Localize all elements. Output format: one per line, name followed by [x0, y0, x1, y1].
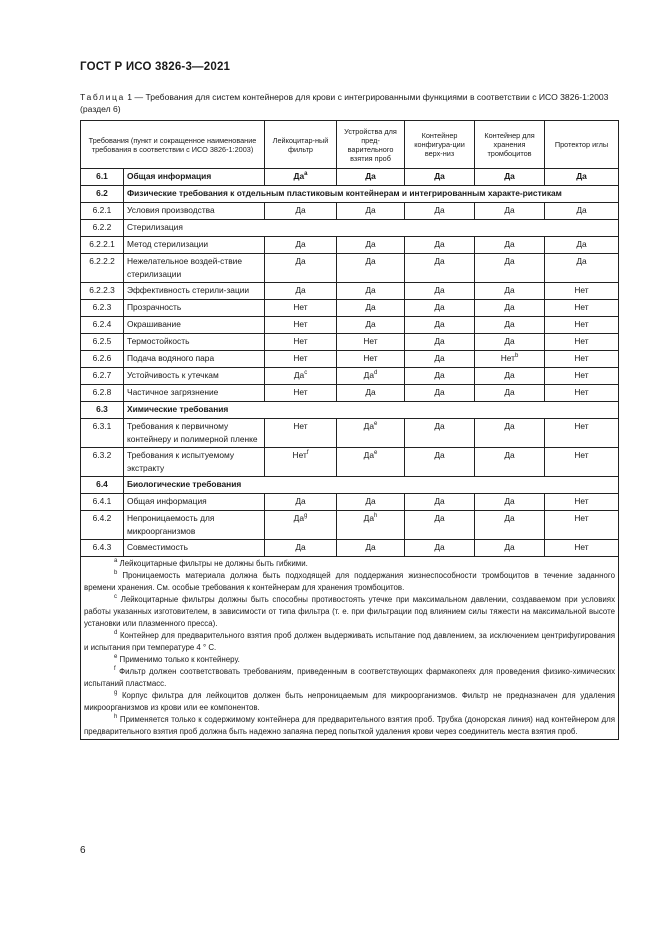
row-number: 6.1: [81, 169, 124, 186]
cell-value: Да: [434, 302, 445, 312]
footnote-mark: e: [374, 450, 378, 456]
cell-value: Да: [504, 336, 515, 346]
value-cell: [545, 385, 619, 402]
value-cell: [545, 317, 619, 334]
cell-value: Да: [365, 239, 376, 249]
value-cell: [337, 494, 405, 511]
footnote-mark: d: [114, 630, 118, 636]
cell-value: Да: [576, 171, 587, 181]
value-cell: [475, 351, 545, 368]
page-number: 6: [80, 845, 86, 856]
row-number: 6.3.1: [81, 419, 124, 448]
row-name: Нежелательное воздей-ствие стерилизации: [124, 254, 265, 283]
footnote-mark: h: [374, 513, 378, 519]
cell-value: Да: [363, 421, 375, 431]
value-cell: [265, 385, 337, 402]
table-row: [81, 419, 619, 448]
row-number: 6.2.2: [81, 220, 124, 237]
value-cell: [265, 334, 337, 351]
row-number: 6.4: [81, 477, 124, 494]
cell-value: Да: [576, 256, 587, 266]
cell-value: Да: [504, 370, 515, 380]
value-cell: [475, 169, 545, 186]
footnote-mark: b: [514, 353, 519, 359]
col-header-presampling-device: Устройства для пред-варительного взятия проб: [337, 121, 405, 169]
cell-value: Да: [363, 450, 375, 460]
table-row: [81, 334, 619, 351]
row-name: Общая информация: [124, 494, 265, 511]
value-cell: [405, 283, 475, 300]
footnote-mark: e: [114, 654, 118, 660]
footnote-text: Корпус фильтра для лейкоцитов должен быть непроницаемым для микроорганизмов. Фильтр не предназначен для удаления микроорганизмов из крови или ее компонентов.: [84, 691, 616, 712]
row-name: Термостойкость: [124, 334, 265, 351]
value-cell: [265, 203, 337, 220]
footnote-mark: f: [114, 666, 116, 672]
col-header-top-bottom-container: Контейнер конфигура-ции верх-низ: [405, 121, 475, 169]
cell-value: Нет: [574, 421, 589, 431]
table-row: [81, 385, 619, 402]
cell-value: Нет: [293, 421, 308, 431]
value-cell: [265, 283, 337, 300]
value-cell: [545, 169, 619, 186]
cell-value: Да: [365, 387, 376, 397]
footnote: [84, 594, 615, 630]
value-cell: [405, 368, 475, 385]
section-row: [81, 477, 619, 494]
footnote: [84, 570, 615, 594]
footnote-text: Применяется только к содержимому контейнера для предварительного взятия проб. Трубка (донорская линия) над контейнером для предварительного взятия проб должна быть надежно запаяна перед попыткой удаления крови через соединитель места взятия проб.: [84, 715, 616, 736]
cell-value: Да: [504, 542, 515, 552]
footnote-mark: g: [304, 513, 308, 519]
value-cell: [265, 300, 337, 317]
value-cell: [337, 351, 405, 368]
cell-value: Нет: [293, 302, 308, 312]
value-cell: [475, 511, 545, 540]
cell-value: Да: [504, 387, 515, 397]
section-row: [81, 402, 619, 419]
value-cell: [265, 511, 337, 540]
row-number: 6.3.2: [81, 448, 124, 477]
cell-value: Нет: [574, 370, 589, 380]
footnote: [84, 714, 615, 738]
cell-value: Да: [295, 285, 306, 295]
row-number: 6.2.8: [81, 385, 124, 402]
footnote: [84, 654, 615, 666]
cell-value: Да: [504, 205, 515, 215]
value-cell: [475, 540, 545, 557]
value-cell: [475, 300, 545, 317]
row-name: Прозрачность: [124, 300, 265, 317]
cell-value: Да: [504, 421, 515, 431]
value-cell: [545, 300, 619, 317]
cell-value: Да: [293, 370, 305, 380]
row-number: 6.2.6: [81, 351, 124, 368]
value-cell: [265, 419, 337, 448]
value-cell: [337, 254, 405, 283]
value-cell: [337, 203, 405, 220]
cell-value: Нет: [574, 496, 589, 506]
row-number: 6.2: [81, 186, 124, 203]
value-cell: [545, 419, 619, 448]
cell-value: Да: [365, 496, 376, 506]
cell-value: Нет: [293, 353, 308, 363]
value-cell: [405, 237, 475, 254]
cell-value: Да: [504, 450, 515, 460]
row-name: Стерилизация: [124, 220, 619, 237]
cell-value: Да: [434, 542, 445, 552]
section-row: [81, 186, 619, 203]
cell-value: Да: [295, 239, 306, 249]
value-cell: [265, 494, 337, 511]
cell-value: Нет: [574, 353, 589, 363]
cell-value: Нет: [293, 387, 308, 397]
value-cell: [475, 317, 545, 334]
cell-value: Да: [295, 496, 306, 506]
cell-value: Да: [576, 205, 587, 215]
value-cell: [545, 254, 619, 283]
footnote-text: Применимо только к контейнеру.: [117, 655, 240, 664]
cell-value: Да: [434, 336, 445, 346]
value-cell: [405, 448, 475, 477]
cell-value: Нет: [292, 450, 307, 460]
value-cell: [337, 237, 405, 254]
cell-value: Нет: [500, 353, 515, 363]
value-cell: [405, 317, 475, 334]
cell-value: Да: [365, 302, 376, 312]
footnote-mark: c: [304, 370, 308, 376]
row-number: 6.2.5: [81, 334, 124, 351]
table-body: [81, 169, 619, 740]
row-name: Подача водяного пара: [124, 351, 265, 368]
cell-value: Да: [504, 239, 515, 249]
cell-value: Нет: [574, 513, 589, 523]
footnote: [84, 630, 615, 654]
cell-value: Да: [365, 319, 376, 329]
footnote: [84, 558, 615, 570]
row-number: 6.3: [81, 402, 124, 419]
cell-value: Да: [365, 542, 376, 552]
value-cell: [265, 169, 337, 186]
footnote-mark: b: [114, 570, 118, 576]
cell-value: Да: [365, 205, 376, 215]
section-title: Химические требования: [124, 402, 619, 419]
value-cell: [405, 254, 475, 283]
table-row: [81, 540, 619, 557]
value-cell: [475, 334, 545, 351]
cell-value: Да: [504, 285, 515, 295]
table-row: [81, 254, 619, 283]
section-title: Биологические требования: [124, 477, 619, 494]
value-cell: [337, 300, 405, 317]
table-row: [81, 169, 619, 186]
row-name: Общая информация: [124, 169, 265, 186]
row-number: 6.2.1: [81, 203, 124, 220]
value-cell: [475, 203, 545, 220]
table-footnotes: [81, 557, 619, 740]
footnote-text: Лейкоцитарные фильтры не должны быть гибкими.: [117, 559, 308, 568]
value-cell: [545, 283, 619, 300]
document-title: ГОСТ Р ИСО 3826-3—2021: [80, 61, 231, 73]
value-cell: [545, 494, 619, 511]
value-cell: [337, 511, 405, 540]
value-cell: [545, 540, 619, 557]
value-cell: [265, 540, 337, 557]
value-cell: [265, 237, 337, 254]
table-row: [81, 300, 619, 317]
cell-value: Нет: [574, 285, 589, 295]
cell-value: Да: [504, 256, 515, 266]
row-number: 6.2.4: [81, 317, 124, 334]
caption-label: Таблица: [80, 92, 125, 102]
footnote: [84, 666, 615, 690]
row-name: Непроницаемость для микроорганизмов: [124, 511, 265, 540]
cell-value: Да: [293, 171, 305, 181]
footnote-mark: a: [114, 558, 118, 564]
row-name: Частичное загрязнение: [124, 385, 265, 402]
value-cell: [337, 317, 405, 334]
row-name: Эффективность стерили-зации: [124, 283, 265, 300]
row-name: Окрашивание: [124, 317, 265, 334]
value-cell: [265, 351, 337, 368]
value-cell: [475, 254, 545, 283]
value-cell: [475, 419, 545, 448]
value-cell: [405, 203, 475, 220]
cell-value: Да: [434, 285, 445, 295]
cell-value: Да: [295, 256, 306, 266]
row-number: 6.4.2: [81, 511, 124, 540]
row-number: 6.2.7: [81, 368, 124, 385]
table-caption: [80, 91, 620, 115]
cell-value: Да: [504, 319, 515, 329]
value-cell: [405, 419, 475, 448]
value-cell: [337, 283, 405, 300]
cell-value: Нет: [293, 319, 308, 329]
footnote-text: Проницаемость материала должна быть подходящей для поддержания жизнеспособности тромбоцитов в течение заданного времени хранения. См. особые требования к контейнерам для хранения тромбоцитов.: [84, 571, 616, 592]
value-cell: [337, 419, 405, 448]
cell-value: Да: [295, 542, 306, 552]
value-cell: [405, 494, 475, 511]
value-cell: [405, 351, 475, 368]
value-cell: [405, 511, 475, 540]
table-row: [81, 203, 619, 220]
value-cell: [405, 300, 475, 317]
cell-value: Да: [434, 353, 445, 363]
value-cell: [337, 368, 405, 385]
cell-value: Да: [434, 256, 445, 266]
cell-value: Нет: [363, 336, 378, 346]
footnote-mark: h: [114, 714, 118, 720]
value-cell: [405, 540, 475, 557]
footnote: [84, 690, 615, 714]
cell-value: Да: [434, 370, 445, 380]
footnote-text: Фильтр должен соответствовать требованиям, приведенным в соответствующих фармакопеях для проведения физико-химических испытаний пластмасс.: [84, 667, 616, 688]
value-cell: [475, 237, 545, 254]
col-header-leukocyte-filter: Лейкоцитар-ный фильтр: [265, 121, 337, 169]
footnote-mark: c: [114, 594, 117, 600]
value-cell: [475, 448, 545, 477]
table-row: [81, 220, 619, 237]
value-cell: [337, 334, 405, 351]
table-row: [81, 283, 619, 300]
cell-value: Да: [434, 205, 445, 215]
cell-value: Да: [434, 171, 445, 181]
value-cell: [265, 317, 337, 334]
cell-value: Нет: [574, 542, 589, 552]
cell-value: Нет: [574, 387, 589, 397]
table-row: [81, 494, 619, 511]
cell-value: Нет: [574, 302, 589, 312]
row-name: Устойчивость к утечкам: [124, 368, 265, 385]
value-cell: [545, 448, 619, 477]
cell-value: Да: [434, 421, 445, 431]
footnote-mark: g: [114, 690, 118, 696]
col-header-needle-protector: Протектор иглы: [545, 121, 619, 169]
cell-value: Нет: [574, 319, 589, 329]
row-name: Требования к испытуемому экстракту: [124, 448, 265, 477]
value-cell: [265, 448, 337, 477]
row-name: Условия производства: [124, 203, 265, 220]
cell-value: Да: [295, 205, 306, 215]
table-row: [81, 317, 619, 334]
notes-row: [81, 557, 619, 740]
requirements-table: [80, 120, 619, 740]
value-cell: [545, 351, 619, 368]
row-name: Совместимость: [124, 540, 265, 557]
col-header-platelet-container: Контейнер для хранения тромбоцитов: [475, 121, 545, 169]
value-cell: [265, 368, 337, 385]
footnote-mark: a: [304, 171, 308, 177]
value-cell: [475, 494, 545, 511]
row-number: 6.2.2.3: [81, 283, 124, 300]
cell-value: Да: [576, 239, 587, 249]
cell-value: Да: [434, 387, 445, 397]
cell-value: Нет: [574, 450, 589, 460]
cell-value: Да: [365, 171, 376, 181]
value-cell: [405, 385, 475, 402]
cell-value: Да: [434, 496, 445, 506]
footnote-mark: f: [306, 450, 309, 456]
table-row: [81, 351, 619, 368]
row-number: 6.2.2.2: [81, 254, 124, 283]
cell-value: Да: [504, 302, 515, 312]
table-row: [81, 448, 619, 477]
value-cell: [405, 334, 475, 351]
section-title: Физические требования к отдельным пластиковым контейнерам и интегрированным характе-ристикам: [124, 186, 619, 203]
cell-value: Да: [434, 319, 445, 329]
footnote-mark: d: [374, 370, 378, 376]
table-row: [81, 237, 619, 254]
footnote-text: Лейкоцитарные фильтры должны быть способны противостоять утечке при максимальном давлении, создаваемом при условиях работы указанных изготовителем, в зависимости от типа фильтра (т. е. при фильтрации под влиянием силы тяжести на максимальной высоте установки или плазменного пресса).: [84, 595, 616, 628]
caption-text: 1 — Требования для систем контейнеров для крови с интегрированными функциями в соответствии с ИСО 3826-1:2003 (раздел 6): [80, 92, 609, 114]
table-row: [81, 368, 619, 385]
cell-value: Нет: [293, 336, 308, 346]
table-row: [81, 511, 619, 540]
table-header-row: [81, 121, 619, 169]
footnote-text: Контейнер для предварительного взятия проб должен выдерживать испытание под давлением, за исключением центрифугирования и испытания при температуре 4 ° С.: [84, 631, 616, 652]
cell-value: Да: [293, 513, 305, 523]
value-cell: [545, 334, 619, 351]
value-cell: [475, 368, 545, 385]
cell-value: Да: [504, 171, 515, 181]
value-cell: [475, 385, 545, 402]
value-cell: [545, 511, 619, 540]
cell-value: Нет: [363, 353, 378, 363]
row-name: Требования к первичному контейнеру и полимерной пленке: [124, 419, 265, 448]
row-number: 6.2.3: [81, 300, 124, 317]
value-cell: [545, 203, 619, 220]
cell-value: Да: [504, 496, 515, 506]
cell-value: Да: [363, 370, 375, 380]
value-cell: [545, 368, 619, 385]
cell-value: Да: [365, 256, 376, 266]
row-name: Метод стерилизации: [124, 237, 265, 254]
cell-value: Да: [434, 239, 445, 249]
cell-value: Да: [363, 513, 375, 523]
row-number: 6.2.2.1: [81, 237, 124, 254]
cell-value: Да: [434, 450, 445, 460]
cell-value: Да: [504, 513, 515, 523]
value-cell: [265, 254, 337, 283]
value-cell: [337, 169, 405, 186]
cell-value: Да: [365, 285, 376, 295]
row-number: 6.4.1: [81, 494, 124, 511]
cell-value: Нет: [574, 336, 589, 346]
value-cell: [337, 448, 405, 477]
value-cell: [405, 169, 475, 186]
col-header-requirements: Требования (пункт и сокращенное наименование требования в соответствии с ИСО 3826-1:2003): [81, 121, 265, 169]
value-cell: [337, 540, 405, 557]
value-cell: [545, 237, 619, 254]
row-number: 6.4.3: [81, 540, 124, 557]
value-cell: [337, 385, 405, 402]
value-cell: [475, 283, 545, 300]
cell-value: Да: [434, 513, 445, 523]
footnote-mark: e: [374, 421, 378, 427]
